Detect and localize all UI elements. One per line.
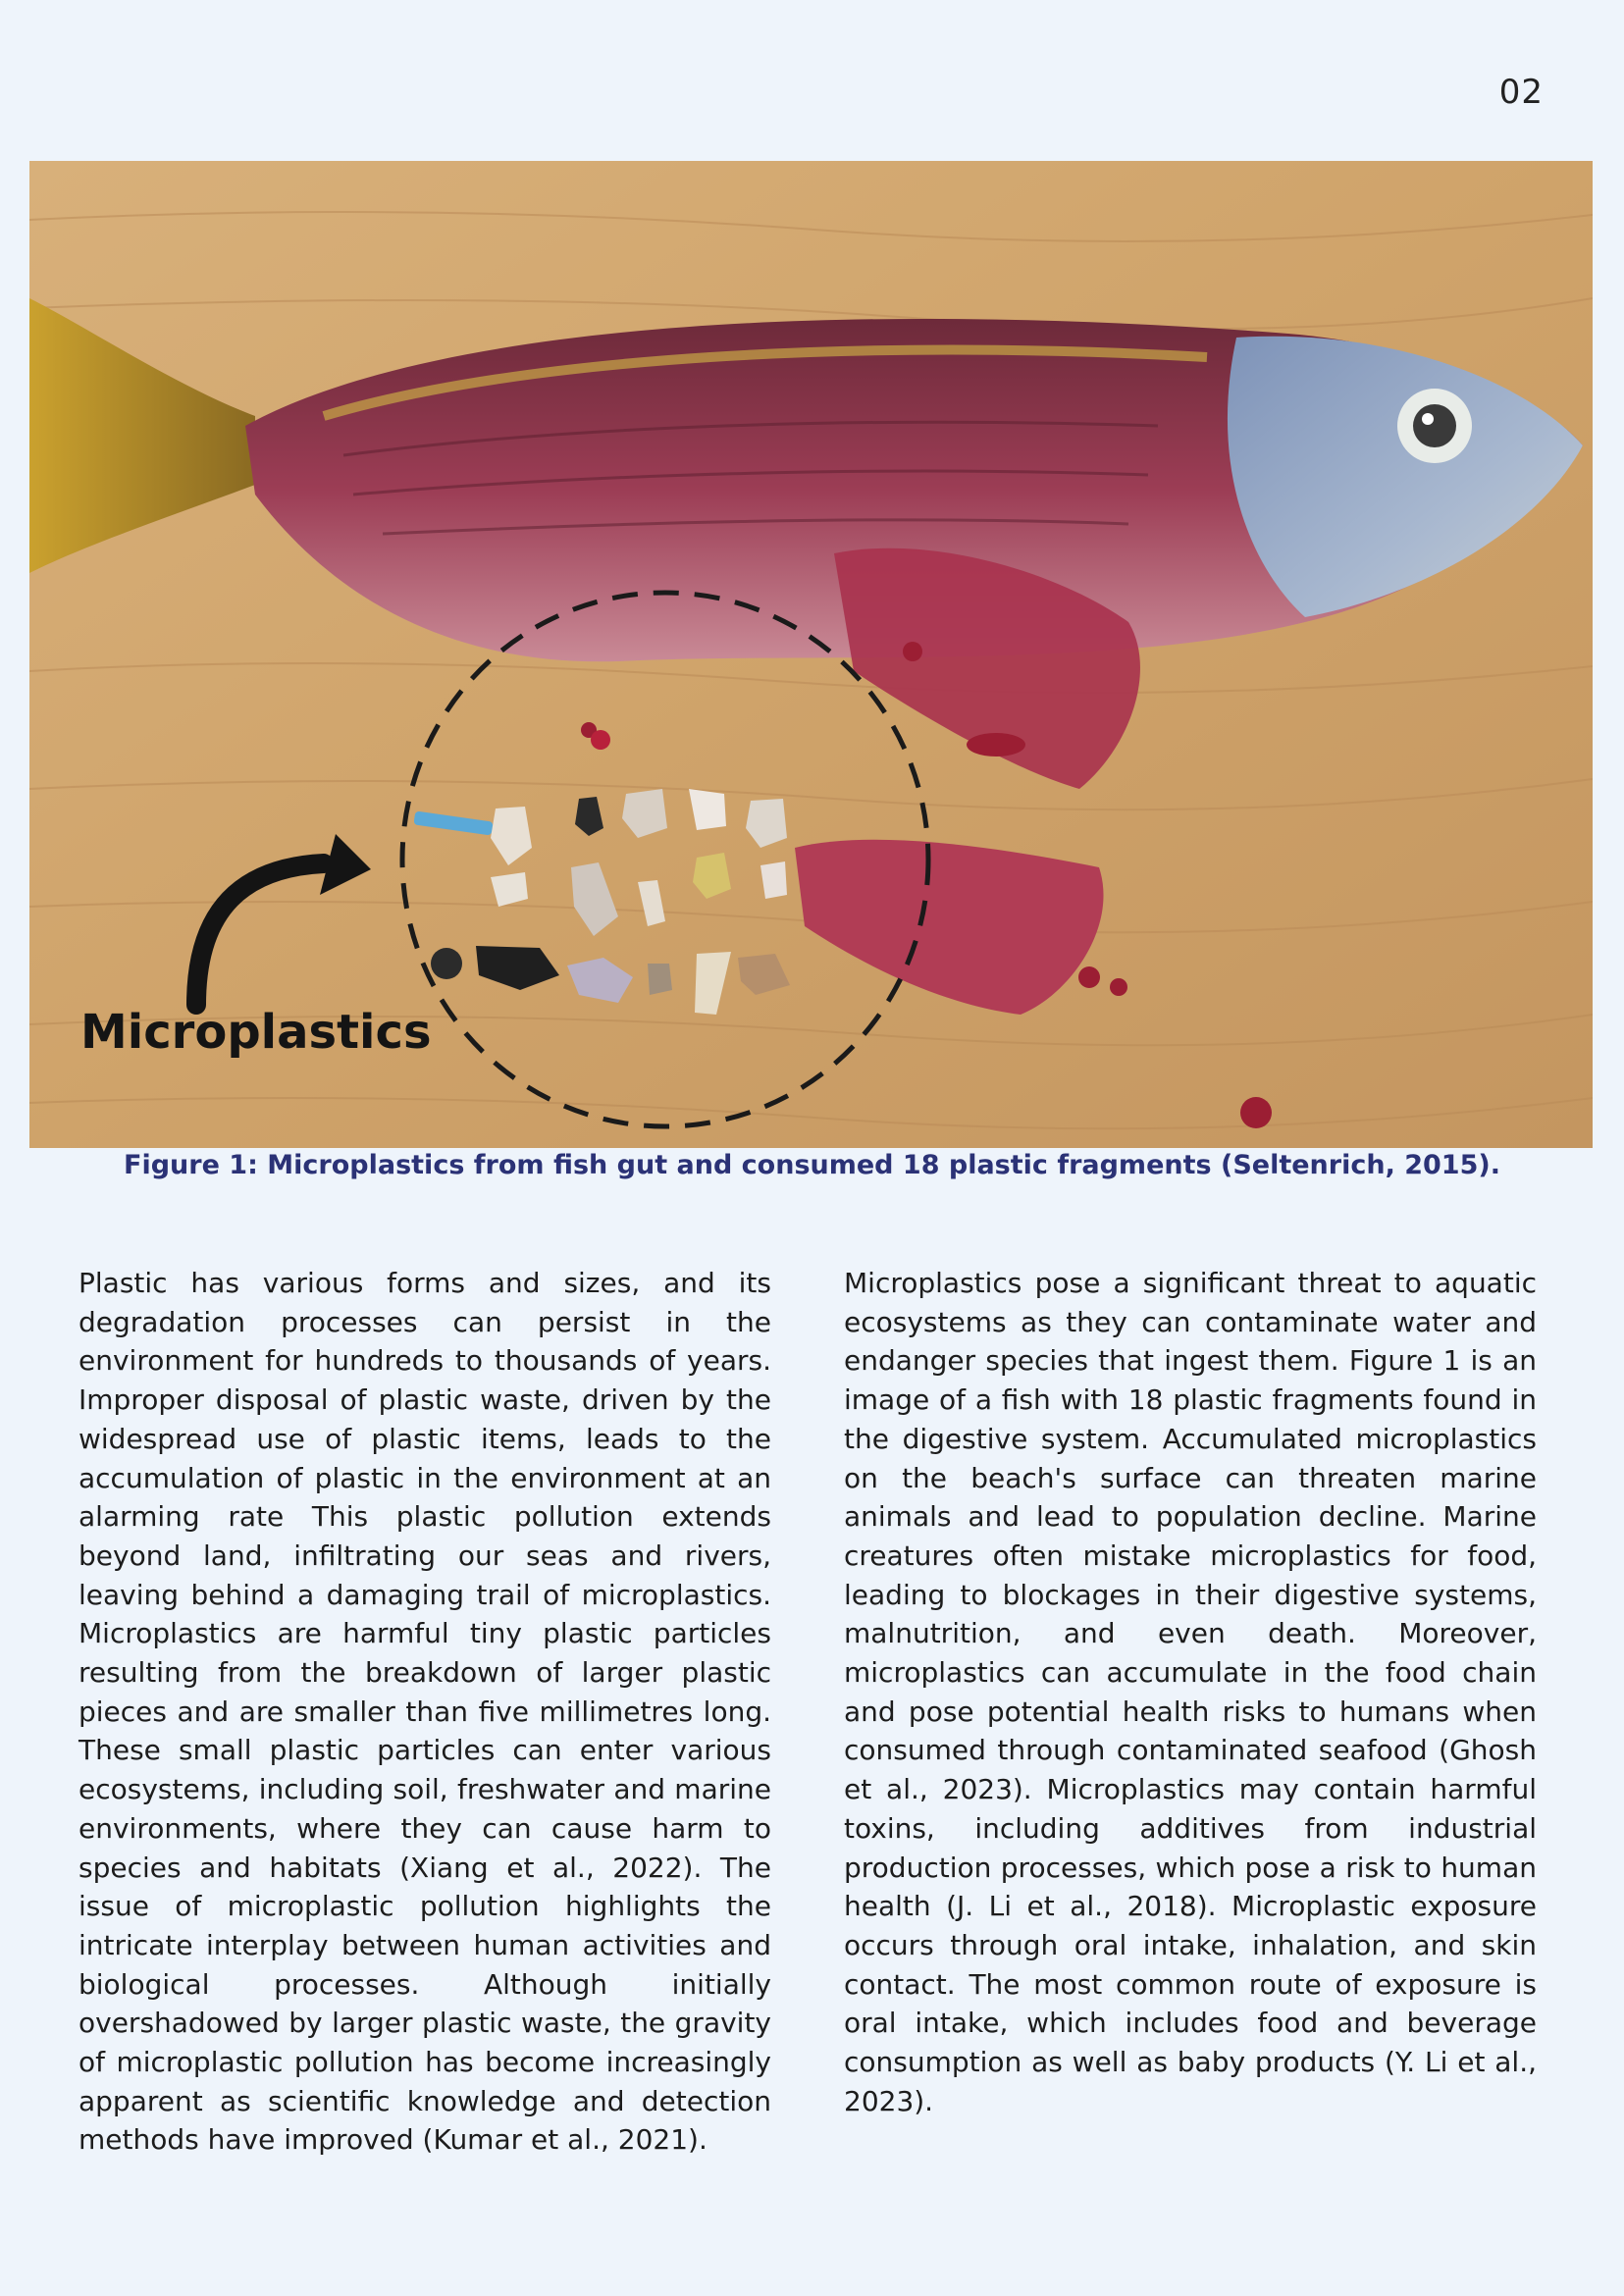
body-column-right: Microplastics pose a significant threat to aquatic ecosystems as they can contaminate water and endanger species that ingest them. Figure 1 is an image of a fish with 18 plastic fragments found in the digestive system. Accumulated microplastics on the beach's surface can threaten marine animals and lead to population decline. Marine creatures often mistake microplastics for food, leading to blockages in their digestive systems, malnutrition, and even death. Moreover, microplastics can accumulate in the food chain and pose potential health risks to humans when consumed through contaminated seafood (Ghosh et al., 2023). Microplastics may contain harmful toxins, including additives from industrial production processes, which pose a risk to human health (J. Li et al., 2018). Microplastic exposure occurs through oral intake, inhalation, and skin contact. The most common route of exposure is oral intake, which includes food and beverage consumption as well as baby products (Y. Li et al., 2023). bbox=[844, 1267, 1537, 2117]
figure-label-microplastics: Microplastics bbox=[80, 1005, 432, 1060]
figure-image bbox=[29, 161, 1593, 1148]
body-column-left: Plastic has various forms and sizes, and its degradation processes can persist in the environment for hundreds to thousands of years. Improper disposal of plastic waste, driven by the widespread use of plastic items, leads to the accumulation of plastic in the environment at an alarming rate This plastic pollution extends beyond land, infiltrating our seas and rivers, leaving behind a damaging trail of microplastics. Microplastics are harmful tiny plastic particles resulting from the breakdown of larger plastic pieces and are smaller than five millimetres long. These small plastic particles can enter various ecosystems, including soil, freshwater and marine environments, where they can cause harm to species and habitats (Xiang et al., 2022). The issue of microplastic pollution highlights the intricate interplay between human activities and biological processes. Although initially overshadowed by larger plastic waste, the gravity of microplastic pollution has become increasingly apparent as scientific knowledge and detection methods have improved (Kumar et al., 2021). bbox=[79, 1267, 771, 2157]
figure-caption: Figure 1: Microplastics from fish gut and consumed 18 plastic fragments (Seltenrich, 2015). bbox=[124, 1150, 1500, 1180]
fish-photo-illustration bbox=[29, 161, 1593, 1148]
page-number: 02 bbox=[1498, 73, 1544, 112]
